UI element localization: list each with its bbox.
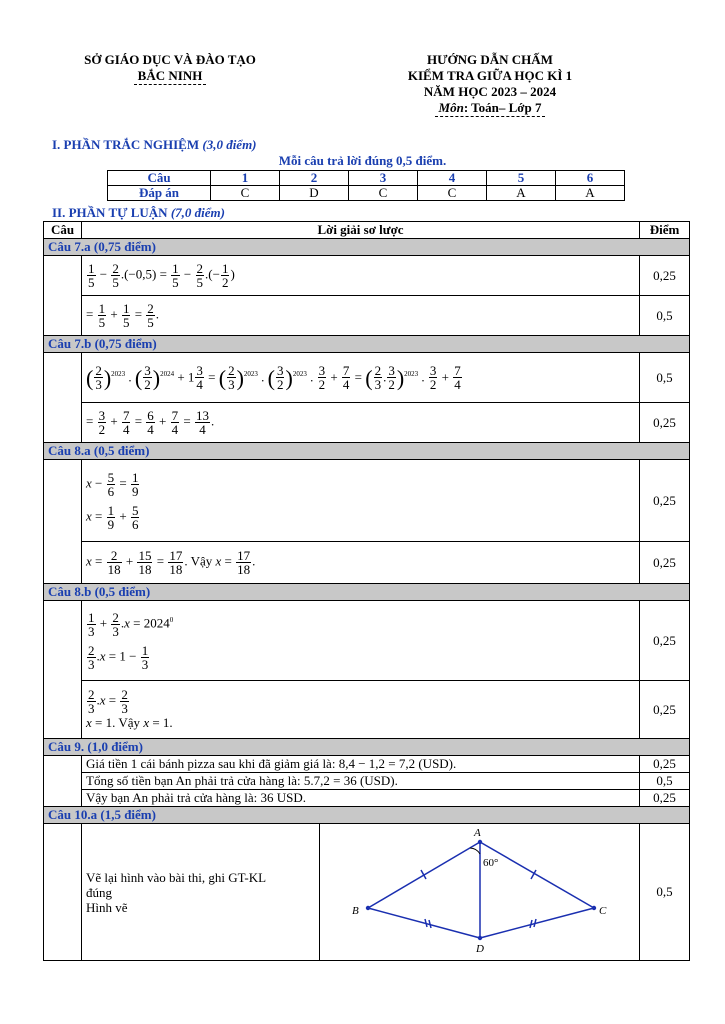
section-q10a: Câu 10.a (1,5 điểm) [44, 807, 690, 824]
label-C: C [599, 905, 607, 917]
col-solution-header: Lời giải sơ lược [82, 222, 640, 239]
part1-note: Mỗi câu trả lời đúng 0,5 điểm. [278, 153, 447, 168]
subject-value: : Toán– Lớp 7 [463, 100, 542, 115]
q10a-text-2: đúng [86, 884, 112, 900]
issuer-block [55, 52, 285, 85]
q10a-text-1: Vẽ lại hình vào bài thi, ghi GT-KL [86, 869, 267, 885]
question-number: 2 [280, 171, 349, 186]
score: 0,5 [640, 296, 690, 336]
question-number: 5 [487, 171, 556, 186]
question-number: 1 [211, 171, 280, 186]
segment-CD [480, 908, 594, 938]
q7b-step-2: = $\frac{3}{2}$ + $\frac{7}{4}$ = $\frac{6}{4}$ + $\frac{7}{4}$ = $\frac{13}{4}$ . [82, 403, 640, 443]
score: 0,25 [640, 601, 690, 681]
answer-key-table [107, 170, 625, 201]
score: 0,25 [640, 542, 690, 584]
score: 0,5 [640, 824, 690, 961]
angle-label: 60° [483, 857, 499, 869]
segment-AC [480, 842, 594, 908]
score: 0,25 [640, 403, 690, 443]
part1-title: I. PHẦN TRẮC NGHIỆM [52, 137, 200, 152]
q8a-conclusion: . Vậy [184, 553, 216, 569]
solution-table [43, 221, 690, 961]
section-q7a: Câu 7.a (0,75 điểm) [44, 239, 690, 256]
part1-heading [52, 137, 257, 153]
issuer-line-2: BẮC NINH [134, 68, 207, 85]
section-q8b: Câu 8.b (0,5 điểm) [44, 584, 690, 601]
q9-line-2: Tổng số tiền bạn An phải trả cửa hàng là: 5.7,2 = 36 (USD). [82, 773, 640, 790]
title-line-3: NĂM HỌC 2023 – 2024 [423, 84, 557, 99]
section-q9: Câu 9. (1,0 điểm) [44, 739, 690, 756]
geometry-figure [320, 824, 638, 956]
segment-BD [368, 908, 480, 938]
q8a-step-1: x − $\frac{5}{6}$ = $\frac{1}{9}$ x = $\frac{1}{9}$ + $\frac{5}{6}$ [82, 460, 640, 542]
answer-value: C [418, 186, 487, 201]
score: 0,25 [640, 460, 690, 542]
q8a-step-2: x = $\frac{2}{18}$ + $\frac{15}{18}$ = $\frac{17}{18}$ . Vậy x = $\frac{17}{18}$ . [82, 542, 640, 584]
q9-line-1: Giá tiền 1 cái bánh pizza sau khi đã giảm giá là: 8,4 − 1,2 = 7,2 (USD). [82, 756, 640, 773]
label-D: D [476, 943, 484, 955]
score: 0,5 [640, 773, 690, 790]
q7b-step-1: ( $\frac{2}{3}$ )$^{2023}$ . ( $\frac{3}{2}$ )$^{2024}$ + 1 $\frac{3}{4}$ = ( $\frac{2}{3}$ )$^{2023}$ . ( $\frac{3}{2}$ )$^{2023}$ . $\frac{3}{2}$ + $\frac{7}{4}$ = ( $\frac{2}{3}$ . $\frac{3}{2}$ )$^{2023}$ . $\frac{3}{2}$ + $\frac{7}{4}$ [82, 353, 640, 403]
part2-heading [52, 205, 225, 221]
q8b-step-1: $\frac{1}{3}$ + $\frac{2}{3}$ $.x = 2024^0$ $\frac{2}{3}$ .x = 1 − $\frac{1}{3}$ [82, 601, 640, 681]
document-header [0, 52, 725, 127]
question-number: 6 [556, 171, 625, 186]
score: 0,25 [640, 790, 690, 807]
subject-label: Môn [438, 100, 464, 115]
answer-value: A [487, 186, 556, 201]
score: 0,25 [640, 681, 690, 739]
answer-value: D [280, 186, 349, 201]
q10a-instructions [82, 824, 320, 961]
section-q7b: Câu 7.b (0,75 điểm) [44, 336, 690, 353]
label-A: A [474, 827, 481, 839]
col-question-header: Câu [44, 222, 82, 239]
q9-line-3: Vậy bạn An phải trả cửa hàng là: 36 USD. [82, 790, 640, 807]
answer-row-label: Câu [108, 171, 211, 186]
q8b-conclusion: . Vậy [112, 715, 144, 730]
question-number: 3 [349, 171, 418, 186]
q8b-step-2: $\frac{2}{3}$ .x = $\frac{2}{3}$ x = 1. Vậy x = 1. [82, 681, 640, 739]
label-B: B [352, 905, 359, 917]
q7a-step-2: = $\frac{1}{5}$ + $\frac{1}{5}$ = $\frac{2}{5}$ . [82, 296, 640, 336]
question-number: 4 [418, 171, 487, 186]
answer-row-label: Đáp án [108, 186, 211, 201]
q10a-text-3: Hình vẽ [86, 899, 128, 915]
section-q8a: Câu 8.a (0,5 điểm) [44, 443, 690, 460]
part2-title: II. PHẦN TỰ LUẬN [52, 205, 168, 220]
title-block [360, 52, 620, 117]
score: 0,5 [640, 353, 690, 403]
title-line-1: HƯỚNG DẪN CHẤM [427, 52, 553, 67]
col-score-header: Điểm [640, 222, 690, 239]
part2-points: (7,0 điểm) [170, 205, 225, 220]
title-line-2: KIỂM TRA GIỮA HỌC KÌ 1 [407, 68, 573, 83]
answer-value: C [211, 186, 280, 201]
part1-points: (3,0 điểm) [202, 137, 257, 152]
answer-value: C [349, 186, 418, 201]
score: 0,25 [640, 756, 690, 773]
answer-value: A [556, 186, 625, 201]
figure-cell [320, 824, 640, 961]
q7a-step-1: $\frac{1}{5}$ − $\frac{2}{5}$ .(−0,5) = $\frac{1}{5}$ − $\frac{2}{5}$ .(− $\frac{1}{2}$ ) [82, 256, 640, 296]
score: 0,25 [640, 256, 690, 296]
issuer-line-1: SỞ GIÁO DỤC VÀ ĐÀO TẠO [84, 52, 256, 67]
